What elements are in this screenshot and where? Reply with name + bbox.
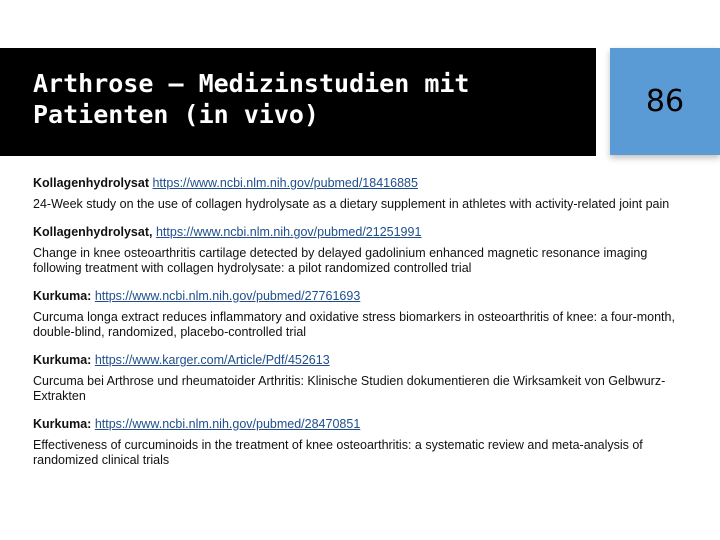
reference-description: Change in knee osteoarthritis cartilage detected by delayed gadolinium enhanced magnetic resonance imaging following treatment with collagen hydrolysate: a pilot randomized controlled trial [33, 246, 648, 275]
reference-link[interactable]: https://www.ncbi.nlm.nih.gov/pubmed/18416885 [152, 176, 418, 190]
reference-source-line [33, 353, 683, 368]
reference-link[interactable]: https://www.ncbi.nlm.nih.gov/pubmed/27761693 [94, 289, 361, 303]
reference-source-line [33, 417, 683, 432]
reference-source-line [33, 289, 683, 304]
reference-description: 24-Week study on the use of collagen hydrolysate as a dietary supplement in athletes with activity-related joint pain [33, 197, 670, 211]
reference-source: Kurkuma: [33, 353, 92, 367]
reference-description: Curcuma bei Arthrose und rheumatoider Arthritis: Klinische Studien dokumentieren die Wirksamkeit von Gelbwurz-Extrakten [33, 374, 666, 403]
reference-list [33, 176, 683, 481]
reference-source: Kollagenhydrolysat, [33, 225, 153, 239]
reference-link[interactable]: https://www.ncbi.nlm.nih.gov/pubmed/28470851 [94, 417, 361, 431]
reference-item [33, 289, 683, 340]
reference-source: Kollagenhydrolysat [33, 176, 149, 190]
reference-description: Curcuma longa extract reduces inflammatory and oxidative stress biomarkers in osteoarthritis of knee: a four-month, double-blind, randomized, placebo-controlled trial [33, 310, 675, 339]
reference-item [33, 225, 683, 276]
reference-description: Effectiveness of curcuminoids in the treatment of knee osteoarthritis: a systematic review and meta-analysis of randomized clinical trials [33, 438, 643, 467]
reference-item [33, 353, 683, 404]
reference-source: Kurkuma: [33, 289, 92, 303]
reference-link[interactable]: https://www.ncbi.nlm.nih.gov/pubmed/21251991 [155, 225, 422, 239]
slide-title: Arthrose – Medizinstudien mit Patienten (in vivo) [33, 69, 470, 129]
reference-source: Kurkuma: [33, 417, 92, 431]
reference-link[interactable]: https://www.karger.com/Article/Pdf/452613 [94, 353, 330, 367]
reference-source-line [33, 225, 683, 240]
reference-source-line [33, 176, 683, 191]
page-number: 86 [645, 84, 685, 119]
reference-item [33, 417, 683, 468]
reference-item [33, 176, 683, 212]
